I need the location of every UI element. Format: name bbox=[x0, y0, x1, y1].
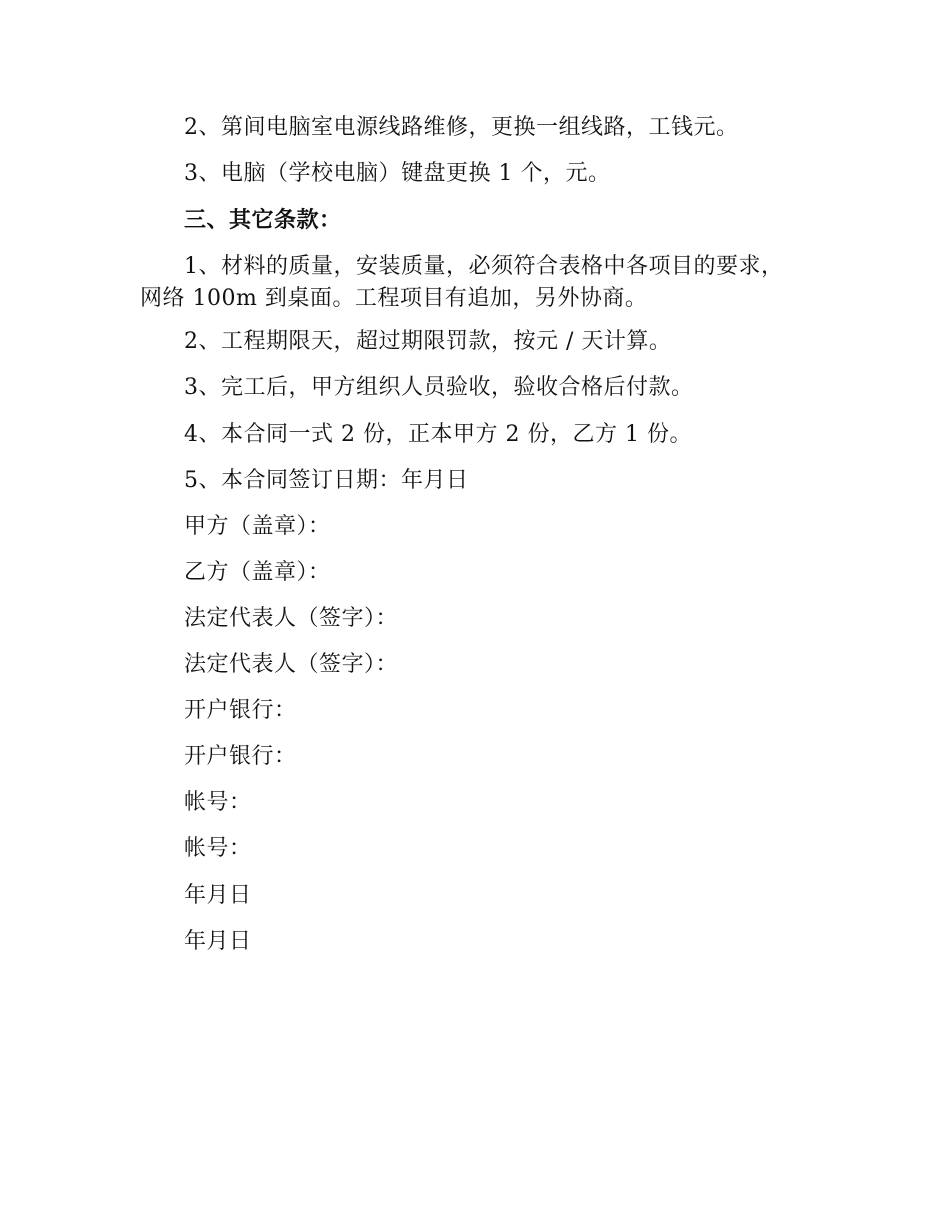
bank-name: 开户银行： bbox=[184, 698, 297, 723]
legal-representative: 法定代表人（签字）： bbox=[184, 606, 399, 631]
party-b-seal: 乙方（盖章）： bbox=[184, 560, 331, 585]
clause-line: 3、电脑（学校电脑）键盘更换 1 个，元。 bbox=[184, 161, 611, 186]
clause-paragraph: 1、材料的质量，安装质量，必须符合表格中各项目的要求，网络 100m 到桌面。工程项目有追加，另外协商。 bbox=[140, 254, 784, 311]
legal-representative: 法定代表人（签字）： bbox=[184, 652, 399, 677]
clause-line: 3、完工后，甲方组织人员验收，验收合格后付款。 bbox=[184, 375, 694, 400]
section-heading: 三、其它条款： bbox=[184, 207, 342, 233]
bank-name: 开户银行： bbox=[184, 744, 297, 769]
party-a-seal: 甲方（盖章）： bbox=[184, 514, 331, 539]
clause-line: 2、第间电脑室电源线路维修，更换一组线路，工钱元。 bbox=[184, 115, 739, 140]
clause-line: 4、本合同一式 2 份，正本甲方 2 份，乙方 1 份。 bbox=[184, 422, 692, 447]
clause-line: 2、工程期限天，超过期限罚款，按元 / 天计算。 bbox=[184, 329, 672, 354]
signing-date: 年月日 bbox=[184, 883, 252, 908]
account-number: 帐号： bbox=[184, 836, 252, 861]
clause-line: 5、本合同签订日期：年月日 bbox=[184, 468, 469, 493]
signing-date: 年月日 bbox=[184, 929, 252, 954]
account-number: 帐号： bbox=[184, 790, 252, 815]
